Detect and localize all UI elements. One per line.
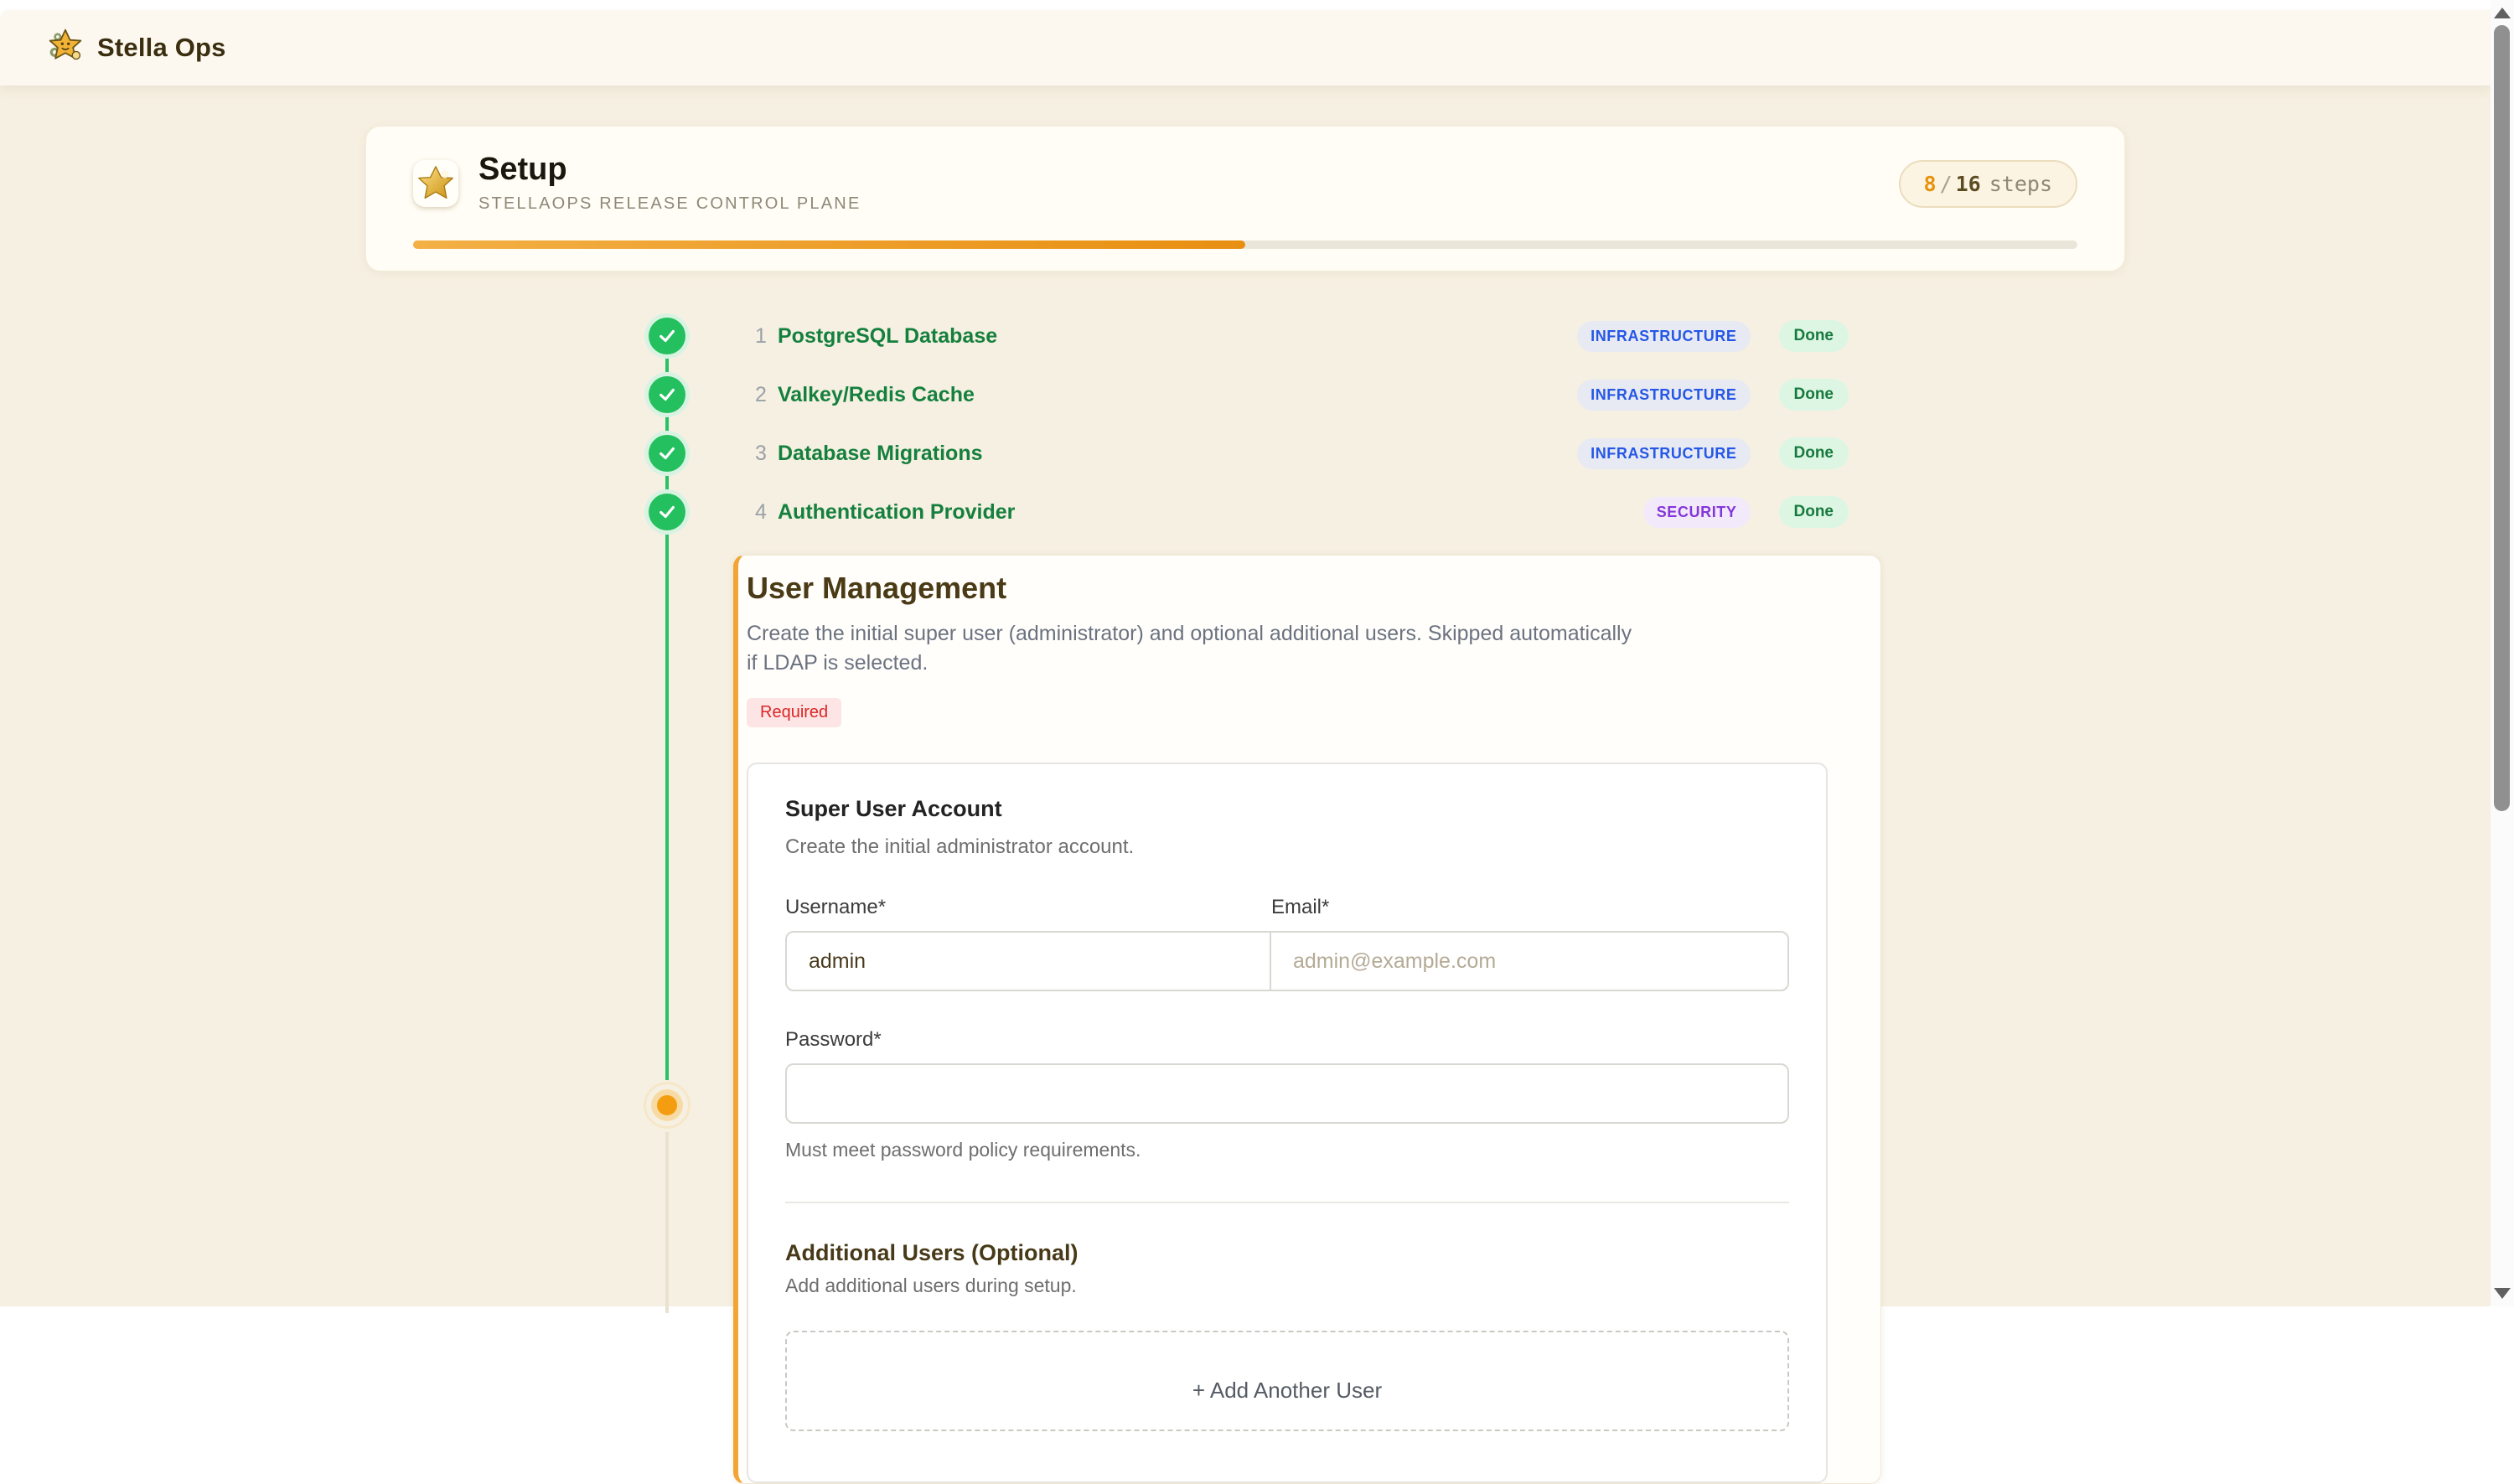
super-user-form-card [747,763,1828,1483]
page-subtitle: STELLAOPS RELEASE CONTROL PLANE [478,194,861,213]
step-title[interactable]: Valkey/Redis Cache [778,382,975,406]
password-hint: Must meet password policy requirements. [785,1139,1141,1161]
category-badge: INFRASTRUCTURE [1577,321,1750,352]
stellaops-logo-icon [47,28,84,69]
progress-fill [413,240,1245,249]
steps-current: 8 [1923,171,1937,196]
user-management-card [733,555,1881,1484]
required-badge: Required [747,698,841,727]
category-badge: INFRASTRUCTURE [1577,438,1750,469]
super-user-title: Super User Account [785,796,1002,821]
steps-unit: steps [1989,171,2052,196]
password-field[interactable] [785,1063,1789,1124]
additional-users-description: Add additional users during setup. [785,1275,1077,1296]
step-title[interactable]: PostgreSQL Database [778,323,998,348]
scrollbar-thumb[interactable] [2494,25,2510,811]
username-field[interactable] [785,931,1271,991]
step-row-migrations[interactable] [639,424,1852,483]
username-label: Username* [785,896,887,918]
steps-total: 16 [1955,171,1981,196]
category-badge: INFRASTRUCTURE [1577,380,1750,411]
step-number: 3 [755,441,767,465]
step-title[interactable]: Database Migrations [778,441,983,465]
step-title[interactable]: Authentication Provider [778,499,1016,524]
status-badge: Done [1779,320,1849,352]
category-badge: SECURITY [1643,497,1751,528]
step-number: 1 [755,323,767,348]
check-icon [649,318,685,354]
add-another-user-button[interactable]: + Add Another User [785,1331,1789,1431]
brand-title: Stella Ops [97,33,226,62]
page-title: Setup [478,152,567,188]
status-badge: Done [1779,496,1849,528]
step-number: 2 [755,382,767,406]
check-icon [649,376,685,413]
step-number: 4 [755,499,767,524]
check-icon [649,435,685,472]
status-badge: Done [1779,379,1849,411]
step-row-postgresql[interactable] [639,307,1852,365]
super-user-description: Create the initial administrator account. [785,835,1135,858]
scroll-up-icon[interactable] [2494,8,2511,18]
timeline-line-upcoming [665,1132,669,1313]
step-row-authentication[interactable] [639,483,1852,541]
section-divider [785,1202,1789,1203]
scroll-down-icon[interactable] [2494,1288,2511,1299]
section-description: Create the initial super user (administrator) and optional additional users. Skipped automatically if LDAP is selected. [747,622,1632,675]
step-row-valkey[interactable] [639,365,1852,424]
email-field[interactable] [1270,931,1789,991]
steps-timeline [639,307,1852,541]
progress-bar [413,240,2077,249]
top-bar [0,10,2491,85]
setup-titles [478,153,861,214]
current-step-icon [644,1082,691,1129]
check-icon [649,494,685,530]
section-title: User Management [747,571,1007,605]
steps-separator: / [1939,171,1953,196]
scrollbar[interactable] [2491,0,2514,1306]
setup-logo-icon [413,160,458,207]
setup-page [0,85,2491,1403]
email-label: Email* [1271,896,1330,918]
password-label: Password* [785,1028,882,1051]
status-badge: Done [1779,437,1849,469]
setup-header-card [365,126,2125,271]
steps-progress-badge [1899,160,2078,208]
additional-users-title: Additional Users (Optional) [785,1240,1079,1265]
